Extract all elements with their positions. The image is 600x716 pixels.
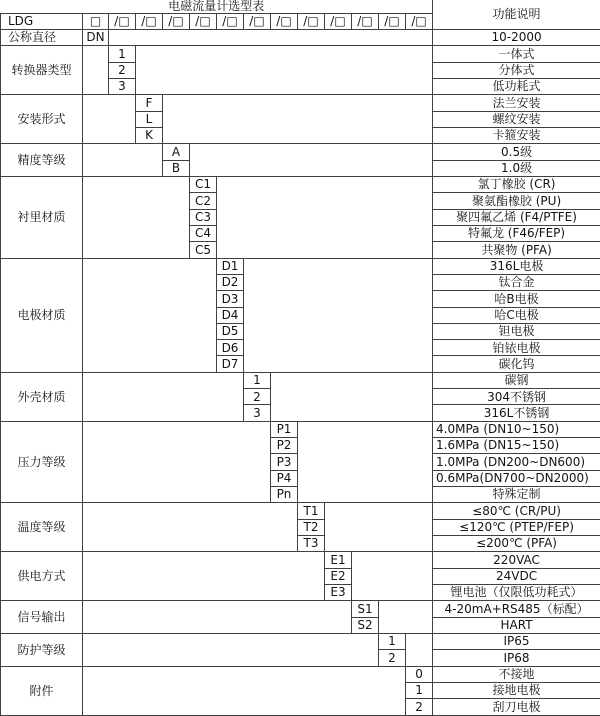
option-desc-cell: 4-20mA+RS485（标配）	[433, 601, 600, 617]
option-desc-cell: 0.6MPa(DN700~DN2000)	[433, 470, 600, 486]
option-desc-cell: 碳钢	[433, 372, 600, 388]
option-desc-cell: 一体式	[433, 46, 600, 62]
code-slot-box: /□	[109, 13, 136, 29]
spacer-cell	[352, 552, 433, 601]
diameter-row-label: 公称直径	[1, 29, 83, 45]
option-code-cell: K	[136, 127, 163, 143]
option-desc-cell: 低功耗式	[433, 78, 600, 94]
spacer-cell	[109, 29, 433, 45]
category-label: 衬里材质	[1, 176, 83, 258]
option-code-cell: 2	[379, 650, 406, 666]
table-row	[1, 601, 600, 617]
code-slot-box: /□	[325, 13, 352, 29]
code-slot-box: /□	[298, 13, 325, 29]
option-desc-cell: 锂电池（仅限低功耗式）	[433, 585, 600, 601]
option-code-cell: C1	[190, 176, 217, 192]
spacer-cell	[83, 666, 406, 715]
option-desc-cell: 316L不锈钢	[433, 405, 600, 421]
function-column-header: 功能说明	[433, 0, 600, 29]
code-slot-box: /□	[244, 13, 271, 29]
option-code-cell: 1	[109, 46, 136, 62]
option-desc-cell: 接地电极	[433, 683, 600, 699]
option-code-cell: 3	[244, 405, 271, 421]
category-label: 信号输出	[1, 601, 83, 634]
code-slot-box: /□	[379, 13, 406, 29]
option-desc-cell: 钛合金	[433, 274, 600, 290]
option-desc-cell: 0.5级	[433, 144, 600, 160]
option-code-cell: E3	[325, 585, 352, 601]
option-code-cell: D3	[217, 291, 244, 307]
page-title: 电磁流量计选型表	[1, 0, 433, 13]
option-desc-cell: 特氟龙 (F46/FEP)	[433, 225, 600, 241]
option-desc-cell: 不接地	[433, 666, 600, 682]
option-desc-cell: 24VDC	[433, 568, 600, 584]
option-code-cell: 2	[244, 389, 271, 405]
option-code-cell: L	[136, 111, 163, 127]
spacer-cell	[163, 95, 433, 144]
table-row	[1, 29, 600, 45]
diameter-desc: 10-2000	[433, 29, 600, 45]
table-row	[1, 144, 600, 160]
model-prefix: LDG	[1, 13, 83, 29]
option-desc-cell: 分体式	[433, 62, 600, 78]
spacer-cell	[271, 372, 433, 421]
category-label: 温度等级	[1, 503, 83, 552]
code-slot-box: /□	[406, 13, 433, 29]
option-code-cell: 3	[109, 78, 136, 94]
spacer-cell	[190, 144, 433, 177]
option-desc-cell: ≤80℃ (CR/PU)	[433, 503, 600, 519]
option-code-cell: S2	[352, 617, 379, 633]
code-slot-box: /□	[352, 13, 379, 29]
table-row	[1, 372, 600, 388]
option-code-cell: S1	[352, 601, 379, 617]
spacer-cell	[406, 634, 433, 667]
option-desc-cell: 卡箍安装	[433, 127, 600, 143]
code-slot-box: /□	[190, 13, 217, 29]
spacer-cell	[83, 634, 379, 667]
spacer-cell	[298, 421, 433, 503]
option-desc-cell: 1.0MPa (DN200~DN600)	[433, 454, 600, 470]
spacer-cell	[83, 552, 325, 601]
code-slot-box: /□	[271, 13, 298, 29]
option-desc-cell: 聚氨酯橡胶 (PU)	[433, 193, 600, 209]
option-code-cell: C3	[190, 209, 217, 225]
category-label: 精度等级	[1, 144, 83, 177]
option-code-cell: A	[163, 144, 190, 160]
option-code-cell: D6	[217, 340, 244, 356]
option-desc-cell: 碳化钨	[433, 356, 600, 372]
code-slot-box: /□	[217, 13, 244, 29]
option-desc-cell: 1.6MPa (DN15~150)	[433, 438, 600, 454]
option-code-cell: Pn	[271, 487, 298, 503]
category-label: 转换器类型	[1, 46, 83, 95]
option-code-cell: D5	[217, 323, 244, 339]
option-code-cell: 1	[379, 634, 406, 650]
option-code-cell: T3	[298, 536, 325, 552]
spacer-cell	[244, 258, 433, 372]
category-label: 供电方式	[1, 552, 83, 601]
option-desc-cell: 钽电极	[433, 323, 600, 339]
option-code-cell: C5	[190, 242, 217, 258]
option-code-cell: D2	[217, 274, 244, 290]
spacer-cell	[83, 176, 190, 258]
option-code-cell: D1	[217, 258, 244, 274]
option-code-cell: P1	[271, 421, 298, 437]
spacer-cell	[83, 601, 352, 634]
option-desc-cell: HART	[433, 617, 600, 633]
option-code-cell: 2	[406, 699, 433, 716]
table-row	[1, 552, 600, 568]
code-slot-box: /□	[136, 13, 163, 29]
option-desc-cell: 氯丁橡胶 (CR)	[433, 176, 600, 192]
spacer-cell	[217, 176, 433, 258]
option-desc-cell: 聚四氟乙烯 (F4/PTFE)	[433, 209, 600, 225]
option-desc-cell: 螺纹安装	[433, 111, 600, 127]
spacer-cell	[325, 503, 433, 552]
option-code-cell: P4	[271, 470, 298, 486]
table-row	[1, 0, 600, 13]
option-code-cell: E2	[325, 568, 352, 584]
option-code-cell: P3	[271, 454, 298, 470]
option-desc-cell: IP65	[433, 634, 600, 650]
option-code-cell: T2	[298, 519, 325, 535]
category-label: 防护等级	[1, 634, 83, 667]
spacer-cell	[83, 95, 136, 144]
category-label: 安装形式	[1, 95, 83, 144]
table-row	[1, 95, 600, 111]
option-desc-cell: 特殊定制	[433, 487, 600, 503]
option-code-cell: F	[136, 95, 163, 111]
spacer-cell	[136, 46, 433, 95]
option-code-cell: 0	[406, 666, 433, 682]
option-desc-cell: ≤200℃ (PFA)	[433, 536, 600, 552]
option-desc-cell: 哈B电极	[433, 291, 600, 307]
spacer-cell	[379, 601, 433, 634]
table-row	[1, 634, 600, 650]
spacer-cell	[83, 46, 109, 95]
option-code-cell: D7	[217, 356, 244, 372]
category-label: 压力等级	[1, 421, 83, 503]
dn-code-box: □	[83, 13, 109, 29]
option-desc-cell: 哈C电极	[433, 307, 600, 323]
category-label: 外壳材质	[1, 372, 83, 421]
option-desc-cell: 304不锈钢	[433, 389, 600, 405]
code-slot-box: /□	[163, 13, 190, 29]
option-desc-cell: 法兰安装	[433, 95, 600, 111]
spacer-cell	[83, 144, 163, 177]
option-code-cell: B	[163, 160, 190, 176]
option-code-cell: 1	[244, 372, 271, 388]
table-row	[1, 503, 600, 519]
option-desc-cell: 220VAC	[433, 552, 600, 568]
option-desc-cell: 共聚物 (PFA)	[433, 242, 600, 258]
option-desc-cell: 1.0级	[433, 160, 600, 176]
option-code-cell: C2	[190, 193, 217, 209]
category-label: 附件	[1, 666, 83, 715]
option-desc-cell: 刮刀电极	[433, 699, 600, 716]
option-code-cell: C4	[190, 225, 217, 241]
table-row	[1, 421, 600, 437]
spacer-cell	[83, 503, 298, 552]
spacer-cell	[83, 372, 244, 421]
category-label: 电极材质	[1, 258, 83, 372]
option-code-cell: P2	[271, 438, 298, 454]
table-row	[1, 258, 600, 274]
option-desc-cell: ≤120℃ (PTEP/FEP)	[433, 519, 600, 535]
option-code-cell: T1	[298, 503, 325, 519]
table-row	[1, 46, 600, 62]
spacer-cell	[83, 421, 271, 503]
option-code-cell: E1	[325, 552, 352, 568]
option-code-cell: D4	[217, 307, 244, 323]
spacer-cell	[83, 258, 217, 372]
option-code-cell: 1	[406, 683, 433, 699]
option-desc-cell: IP68	[433, 650, 600, 666]
option-desc-cell: 4.0MPa (DN10~150)	[433, 421, 600, 437]
option-desc-cell: 316L电极	[433, 258, 600, 274]
table-row	[1, 666, 600, 682]
table-row	[1, 176, 600, 192]
option-code-cell: 2	[109, 62, 136, 78]
diameter-code: DN	[83, 29, 109, 45]
option-desc-cell: 铂铱电极	[433, 340, 600, 356]
